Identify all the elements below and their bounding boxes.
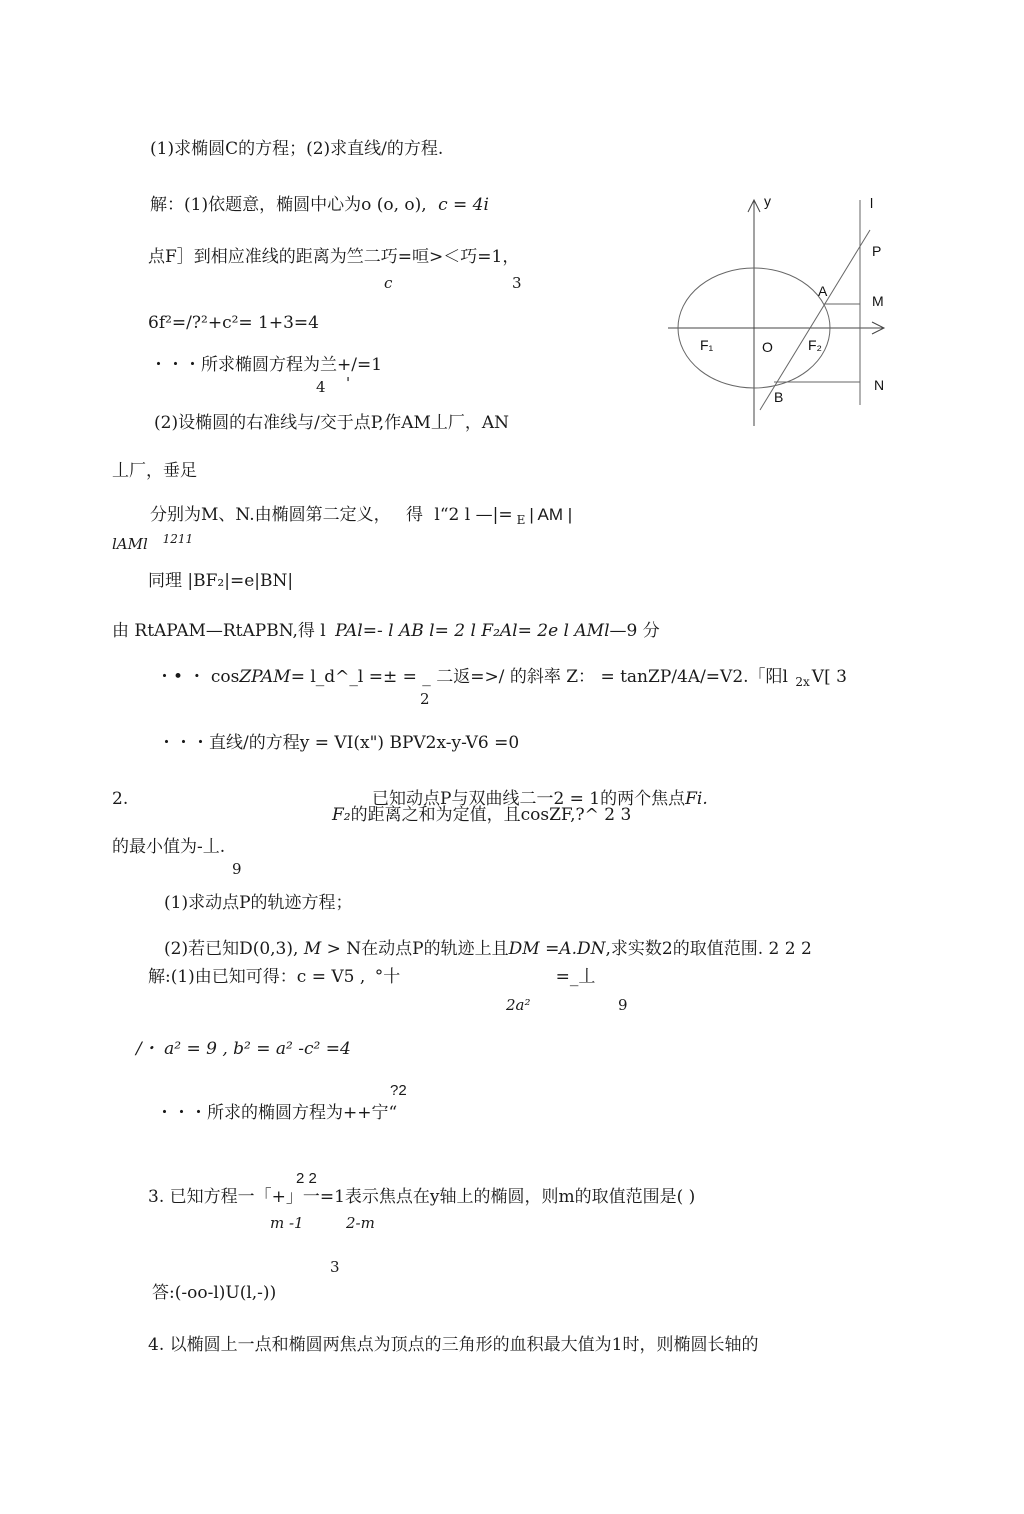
q1-second-definition-under: [112, 530, 193, 553]
q1-part2-line3: [150, 504, 572, 531]
label-f2: F₂: [808, 337, 822, 353]
q1-parts: (1)求椭圆C的方程；(2)求直线/的方程.: [150, 139, 444, 159]
q1-second-definition-de: 得: [406, 505, 424, 525]
q3-answer: 答:(-oo-l)U(l,-)): [152, 1283, 277, 1303]
q1-focus-distance-denominator-c: c: [384, 274, 393, 292]
label-f1: F₁: [700, 337, 714, 353]
q1-line-equation: ・・・直线/的方程y = VI(x") BPV2x-y-V6 =0: [158, 733, 520, 753]
q1-focus-distance-denominator-3: 3: [512, 274, 522, 292]
label-b: B: [774, 389, 784, 405]
q1-cosine-sub: 2x: [795, 675, 810, 689]
q2-solution-eq: =_丄: [555, 967, 596, 987]
q2-solution-denominator-9: 9: [618, 996, 628, 1014]
q1-second-definition-under-am: lAMl: [112, 535, 148, 553]
q1-conclusion: ・・・所求椭圆方程为兰+/=1: [150, 355, 383, 375]
q1-part2-line2: 丄厂，垂足: [112, 461, 197, 481]
q3-denominator-2-m: 2-m: [346, 1214, 375, 1232]
q2-conclusion: ・・・所求的椭圆方程为++宁“: [156, 1103, 398, 1123]
q1-conclusion-tick: ': [346, 374, 351, 392]
q1-second-definition-formula: l“2 l —|=: [434, 505, 513, 525]
q1-focus-distance: 点F］到相应准线的距离为竺二巧=咺>＜巧=1，: [148, 247, 520, 267]
q2-solution-denominator-2a2: 2a²: [506, 996, 531, 1014]
q2-statement-text: 已知动点P与双曲线二一2 = 1的两个焦点: [372, 789, 686, 809]
q1-cosine-slope: [156, 666, 847, 693]
label-n: N: [874, 377, 885, 393]
ellipse-figure: [664, 190, 888, 426]
q2-statement-denominator-9: 9: [232, 860, 242, 878]
q2-part2-text-b: > N在动点P的轨迹上且: [326, 939, 509, 959]
q2-conclusion-superscript: ?2: [390, 1082, 407, 1099]
q3-superscript: 2 2: [296, 1170, 317, 1187]
q2-solution: [148, 966, 595, 988]
q2-part1: (1)求动点P的轨迹方程；: [164, 893, 353, 913]
label-m: M: [872, 293, 884, 309]
q1-similar-triangles: [112, 620, 660, 642]
q2-a-b-values: /・ a² = 9 , b² = a² -c² =4: [136, 1039, 351, 1059]
label-o: O: [762, 339, 773, 355]
q3-answer-superscript: 3: [330, 1258, 340, 1276]
q2-statement-line3: 的最小值为-丄.: [112, 837, 226, 857]
q2-part2-text-c: ,求实数2的取值范围. 2 2 2: [605, 939, 812, 959]
label-l: l: [870, 195, 874, 211]
q2-solution-text: 解:(1)由已知可得：c = V5 ,: [148, 967, 366, 987]
q2-part2: [164, 938, 812, 960]
q1-cosine-lead: ・• ・ cos: [156, 667, 240, 687]
q1-part2-line1: (2)设椭圆的右准线与/交于点P,作AM丄厂，AN: [154, 413, 510, 433]
q2-statement-foci: Fi.: [685, 789, 708, 809]
q1-similar-triangles-formula: PAl=- l AB l= 2 l F₂Al= 2e l AMl: [335, 621, 610, 641]
q2-number: 2.: [112, 789, 129, 809]
q1-solution-intro-formula: c = 4i: [438, 195, 489, 215]
q2-statement-distance: 的距离之和为定值，且cosZF,?^ 2 3: [350, 805, 632, 825]
q1-conclusion-denominator-4: 4: [316, 378, 326, 396]
q1-cosine-tail: V[ 3: [811, 667, 847, 687]
q1-cosine-angle: ZPAM: [239, 667, 291, 687]
q2-part2-m: M: [303, 939, 322, 959]
q3-denominator-m-1: m -1: [270, 1214, 304, 1232]
q2-statement-f2: F₂: [332, 805, 351, 825]
q1-solution-intro-text: 解：(1)依题意，椭圆中心为o (o, o),: [150, 195, 427, 215]
q1-second-definition-under-sup: 1211: [162, 532, 194, 546]
q1-second-definition-am: | AM |: [529, 505, 573, 524]
label-y: y: [764, 193, 771, 209]
q3-statement: 3. 已知方程一「+」一=1表示焦点在y轴上的椭圆，则m的取值范围是( ): [148, 1187, 696, 1207]
q2-part2-vector: DM =A.DN: [508, 939, 606, 959]
q1-similar-triangles-text: 由 RtAPAM—RtAPBN,得 l: [112, 621, 326, 641]
q1-second-definition-text: 分别为M、N.由椭圆第二定义，: [150, 505, 391, 525]
q1-cosine-body: = l_d^_l =± = _ 二返=>/ 的斜率 Z： = tanZP/4A/=V2.「阳l: [290, 667, 788, 687]
q1-second-definition-e: E: [516, 513, 526, 527]
q1-same-reasoning: 同理 |BF₂|=e|BN|: [148, 571, 294, 591]
q2-solution-fraction: °十: [374, 967, 401, 987]
figure-lines: [760, 200, 870, 410]
q4-statement: 4. 以椭圆上一点和椭圆两焦点为顶点的三角形的血积最大值为1时，则椭圆长轴的: [148, 1335, 759, 1355]
q2-statement-line2: [332, 804, 631, 826]
q1-solution-intro: [150, 194, 489, 216]
q1-cosine-denominator-2: 2: [420, 690, 430, 708]
q2-part2-text-a: (2)若已知D(0,3),: [164, 939, 299, 959]
label-a: A: [818, 283, 828, 299]
line-l: [760, 230, 870, 410]
q1-similar-triangles-score: —9 分: [609, 621, 660, 641]
q1-equation-a2: 6f²=/?²+c²= 1+3=4: [148, 313, 319, 333]
label-p: P: [872, 243, 882, 259]
